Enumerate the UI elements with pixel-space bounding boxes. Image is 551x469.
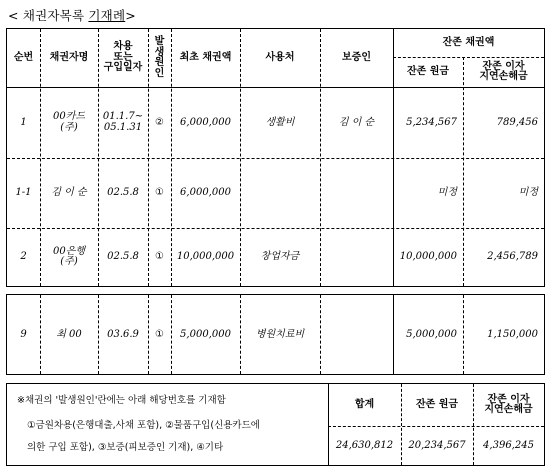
header-interest: 잔존 이자 지연손해금 bbox=[479, 60, 528, 82]
row1-cause: ② bbox=[155, 116, 164, 128]
row3-creditor: 00은행 (주) bbox=[52, 245, 86, 267]
row1-principal: 5,234,567 bbox=[406, 116, 457, 128]
row2-initial: 6,000,000 bbox=[180, 187, 231, 199]
row4-initial: 5,000,000 bbox=[180, 328, 231, 340]
row4-creditor: 최 00 bbox=[56, 328, 82, 340]
row4-seq: 9 bbox=[20, 328, 27, 340]
total-principal-value: 20,234,567 bbox=[408, 439, 466, 451]
row1-interest: 789,456 bbox=[496, 116, 538, 128]
row1-date: 01.1.7~ 05.1.31 bbox=[102, 111, 144, 133]
header-remaining: 잔존 채권액 bbox=[442, 37, 495, 49]
row2-seq: 1-1 bbox=[15, 187, 32, 199]
header-seq: 순번 bbox=[13, 52, 34, 64]
header-initial: 최초 채권액 bbox=[179, 52, 232, 64]
total-label: 합계 bbox=[354, 399, 375, 411]
document-title: < 채권자목록 기재례> bbox=[8, 8, 136, 23]
header-cause: 발 생 원 인 bbox=[154, 36, 165, 79]
row4-date: 03.6.9 bbox=[107, 328, 139, 340]
row4-interest: 1,150,000 bbox=[487, 328, 538, 340]
total-interest-value: 4,396,245 bbox=[483, 439, 534, 451]
row2-interest: 미정 bbox=[518, 187, 538, 199]
row3-seq: 2 bbox=[20, 251, 27, 263]
total-interest-label: 잔존 이자 지연손해금 bbox=[484, 393, 533, 415]
row2-cause: ① bbox=[155, 187, 164, 199]
row4-cause: ① bbox=[155, 328, 164, 340]
row1-seq: 1 bbox=[20, 116, 27, 128]
row1-guarantor: 김 이 순 bbox=[338, 116, 375, 128]
footer-box bbox=[6, 383, 545, 466]
row3-cause: ① bbox=[155, 251, 164, 263]
header-principal: 잔존 원금 bbox=[406, 66, 450, 78]
row3-usage: 창업자금 bbox=[260, 251, 300, 263]
creditor-table bbox=[6, 28, 545, 287]
row1-creditor: 00카드 (주) bbox=[52, 111, 86, 133]
total-sum-value: 24,630,812 bbox=[335, 439, 394, 451]
header-usage: 사용처 bbox=[265, 52, 295, 64]
note-line-2: ①금원차용(은행대출,사채 포함), ②물품구입(신용카드에 bbox=[27, 420, 260, 431]
header-creditor: 채권자명 bbox=[49, 52, 89, 64]
row3-initial: 10,000,000 bbox=[176, 251, 235, 263]
creditor-table-continued bbox=[6, 294, 545, 375]
row4-principal: 5,000,000 bbox=[406, 328, 457, 340]
total-principal-label: 잔존 원금 bbox=[415, 399, 459, 411]
note-line-3: 의한 구입 포함), ③보증(피보증인 기재), ④기타 bbox=[27, 442, 224, 453]
row3-interest: 2,456,789 bbox=[487, 251, 538, 263]
note-line-1: ※채권의 '발생원인'란에는 아래 해당번호를 기재함 bbox=[17, 395, 226, 406]
row1-initial: 6,000,000 bbox=[180, 116, 231, 128]
header-guarantor: 보증인 bbox=[342, 52, 371, 64]
row2-creditor: 김 이 순 bbox=[51, 187, 87, 199]
row4-usage: 병원치료비 bbox=[255, 328, 305, 340]
row3-principal: 10,000,000 bbox=[399, 251, 457, 263]
header-date: 차용 또는 구입일자 bbox=[103, 41, 143, 74]
row3-date: 02.5.8 bbox=[107, 251, 139, 263]
row2-principal: 미정 bbox=[437, 187, 457, 199]
row1-usage: 생활비 bbox=[265, 116, 295, 128]
row2-date: 02.5.8 bbox=[107, 187, 139, 199]
